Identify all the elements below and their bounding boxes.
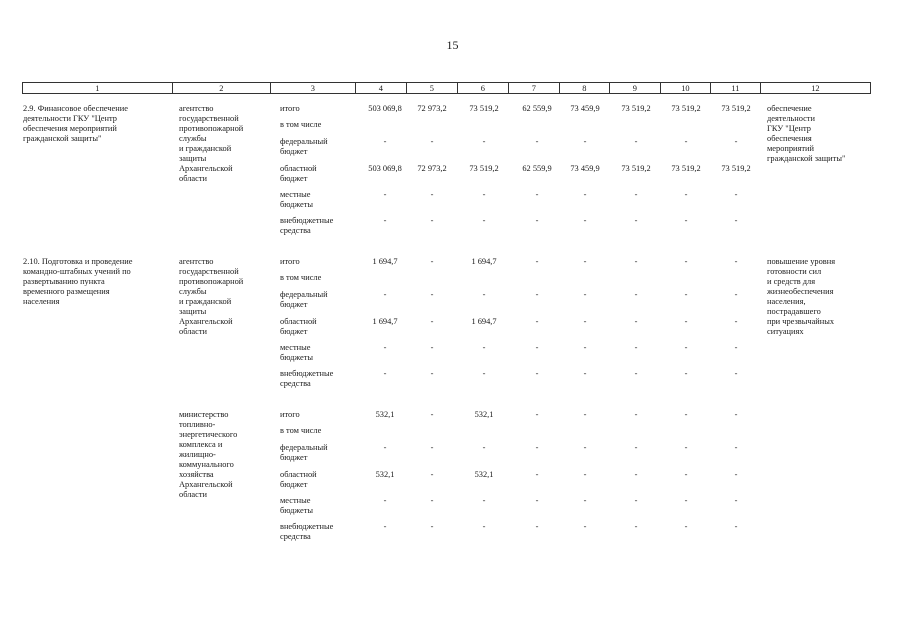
- funding-value: -: [583, 410, 587, 419]
- executor-name-line: Архангельской: [179, 164, 233, 173]
- measure-name: [23, 104, 128, 144]
- executor-name-line: области: [179, 327, 207, 336]
- table-header-row: [22, 82, 870, 94]
- funding-value: -: [430, 470, 434, 479]
- funding-value: -: [535, 137, 539, 146]
- funding-source-label-line: внебюджетные: [280, 216, 334, 225]
- funding-value: -: [583, 443, 587, 452]
- funding-value: -: [583, 137, 587, 146]
- expected-result-line: деятельности: [767, 114, 815, 123]
- funding-value: 532,1: [474, 470, 494, 479]
- measure-name-line: временного размещения: [23, 287, 110, 296]
- funding-value: -: [583, 369, 587, 378]
- funding-value: -: [482, 496, 486, 505]
- funding-value: -: [535, 522, 539, 531]
- funding-value: 532,1: [375, 410, 395, 419]
- executor-name-line: и гражданской: [179, 144, 232, 153]
- executor-name-line: защиты: [179, 307, 207, 316]
- funding-value: -: [634, 317, 638, 326]
- measure-name-line: населения: [23, 297, 60, 306]
- funding-value: 73 519,2: [621, 104, 651, 113]
- executor-name-line: государственной: [179, 267, 239, 276]
- funding-source-label-line: итого: [280, 104, 300, 113]
- funding-source-label: [280, 164, 317, 184]
- measure-name-line: деятельности ГКУ "Центр: [23, 114, 117, 123]
- funding-source-label: [280, 470, 317, 490]
- expected-result-line: и средств для: [767, 277, 816, 286]
- executor-name-line: энергетического: [179, 430, 238, 439]
- funding-source-label-line: бюджет: [280, 453, 308, 462]
- funding-value: 73 459,9: [570, 164, 600, 173]
- funding-value: -: [583, 470, 587, 479]
- funding-value: -: [634, 190, 638, 199]
- executor-name-line: области: [179, 490, 207, 499]
- funding-value: 73 519,2: [671, 104, 701, 113]
- executor-name-line: топливно-: [179, 420, 216, 429]
- funding-value: -: [383, 216, 387, 225]
- funding-value: -: [430, 290, 434, 299]
- header-cell-11: 11: [710, 82, 761, 94]
- executor-name-line: Архангельской: [179, 480, 233, 489]
- funding-value: -: [734, 216, 738, 225]
- funding-value: -: [535, 470, 539, 479]
- funding-source-label-line: бюджет: [280, 147, 308, 156]
- executor-name-line: и гражданской: [179, 297, 232, 306]
- funding-value: -: [734, 470, 738, 479]
- expected-result-line: пострадавшего: [767, 307, 821, 316]
- funding-value: 73 519,2: [469, 164, 499, 173]
- funding-value: -: [535, 343, 539, 352]
- funding-value: -: [734, 522, 738, 531]
- expected-result-line: повышение уровня: [767, 257, 836, 266]
- funding-value: -: [734, 496, 738, 505]
- funding-source-label: [280, 120, 321, 130]
- executor-name-line: Архангельской: [179, 317, 233, 326]
- executor-name-line: области: [179, 174, 207, 183]
- executor-name-line: противопожарной: [179, 277, 244, 286]
- funding-value: 72 973,2: [417, 164, 447, 173]
- funding-source-label: [280, 137, 328, 157]
- executor-name-line: хозяйства: [179, 470, 214, 479]
- funding-source-label-line: областной: [280, 164, 317, 173]
- expected-result: [767, 257, 835, 337]
- funding-value: -: [684, 216, 688, 225]
- funding-source-label-line: средства: [280, 226, 311, 235]
- header-cell-3: 3: [270, 82, 356, 94]
- funding-value: -: [383, 443, 387, 452]
- funding-value: -: [634, 410, 638, 419]
- funding-value: -: [583, 190, 587, 199]
- funding-value: -: [684, 317, 688, 326]
- funding-value: -: [535, 317, 539, 326]
- funding-value: -: [430, 369, 434, 378]
- funding-source-label: [280, 369, 333, 389]
- funding-value: -: [482, 190, 486, 199]
- funding-source-label-line: федеральный: [280, 137, 328, 146]
- funding-value: -: [734, 369, 738, 378]
- funding-source-label-line: итого: [280, 410, 300, 419]
- funding-value: -: [383, 496, 387, 505]
- measure-name-line: 2.10. Подготовка и проведение: [23, 257, 133, 266]
- funding-source-label: [280, 317, 317, 337]
- funding-value: -: [583, 343, 587, 352]
- funding-value: 503 069,8: [368, 104, 402, 113]
- funding-value: -: [684, 470, 688, 479]
- funding-value: 62 559,9: [522, 164, 552, 173]
- funding-value: -: [734, 137, 738, 146]
- funding-value: 73 459,9: [570, 104, 600, 113]
- funding-source-label: [280, 216, 333, 236]
- funding-value: -: [634, 522, 638, 531]
- expected-result-line: мероприятий: [767, 144, 815, 153]
- measure-name: [23, 257, 132, 307]
- funding-source-label: [280, 343, 313, 363]
- funding-source-label: [280, 290, 328, 310]
- funding-value: -: [734, 257, 738, 266]
- measure-name-line: командно-штабных учений по: [23, 267, 131, 276]
- funding-source-label-line: областной: [280, 470, 317, 479]
- executor-name-line: противопожарной: [179, 124, 244, 133]
- funding-value: -: [634, 257, 638, 266]
- executor-name-line: комплекса и: [179, 440, 223, 449]
- funding-source-label-line: средства: [280, 532, 311, 541]
- funding-value: -: [535, 190, 539, 199]
- funding-value: -: [535, 410, 539, 419]
- funding-value: 73 519,2: [469, 104, 499, 113]
- funding-value: -: [734, 317, 738, 326]
- funding-source-label-line: в том числе: [280, 426, 322, 435]
- funding-value: -: [535, 257, 539, 266]
- funding-value: 1 694,7: [372, 257, 398, 266]
- funding-value: -: [684, 190, 688, 199]
- funding-value: -: [684, 369, 688, 378]
- funding-source-label: [280, 104, 300, 114]
- funding-value: -: [634, 343, 638, 352]
- funding-source-label-line: бюджет: [280, 300, 308, 309]
- expected-result-line: населения,: [767, 297, 806, 306]
- funding-value: -: [430, 216, 434, 225]
- header-cell-6: 6: [457, 82, 509, 94]
- funding-source-label-line: в том числе: [280, 273, 322, 282]
- funding-value: -: [734, 443, 738, 452]
- funding-value: -: [583, 522, 587, 531]
- funding-source-label: [280, 426, 321, 436]
- funding-value: -: [430, 410, 434, 419]
- funding-source-label-line: местные: [280, 343, 311, 352]
- expected-result-line: при чрезвычайных: [767, 317, 835, 326]
- header-cell-10: 10: [660, 82, 711, 94]
- executor-name-line: государственной: [179, 114, 239, 123]
- funding-value: -: [430, 257, 434, 266]
- funding-source-label-line: внебюджетные: [280, 369, 334, 378]
- funding-value: -: [634, 496, 638, 505]
- funding-value: -: [535, 369, 539, 378]
- executor-name-line: службы: [179, 134, 207, 143]
- funding-value: -: [430, 522, 434, 531]
- funding-value: -: [383, 290, 387, 299]
- expected-result-line: гражданской защиты": [767, 154, 846, 163]
- funding-value: -: [430, 137, 434, 146]
- funding-value: -: [383, 522, 387, 531]
- funding-value: -: [734, 410, 738, 419]
- funding-source-label: [280, 496, 313, 516]
- funding-source-label: [280, 410, 300, 420]
- expected-result-line: обеспечения: [767, 134, 812, 143]
- expected-result-line: обеспечение: [767, 104, 812, 113]
- funding-value: -: [684, 410, 688, 419]
- funding-value: -: [383, 369, 387, 378]
- header-cell-2: 2: [172, 82, 271, 94]
- funding-value: -: [634, 290, 638, 299]
- funding-value: -: [734, 290, 738, 299]
- funding-source-label: [280, 190, 313, 210]
- funding-source-label-line: бюджет: [280, 174, 308, 183]
- funding-value: 503 069,8: [368, 164, 402, 173]
- funding-value: -: [535, 443, 539, 452]
- header-cell-9: 9: [609, 82, 661, 94]
- funding-source-label-line: внебюджетные: [280, 522, 334, 531]
- executor-name-line: защиты: [179, 154, 207, 163]
- measure-name-line: развертыванию пункта: [23, 277, 105, 286]
- header-cell-12: 12: [760, 82, 871, 94]
- funding-value: -: [430, 190, 434, 199]
- funding-value: -: [482, 216, 486, 225]
- funding-value: 532,1: [375, 470, 395, 479]
- header-cell-7: 7: [508, 82, 560, 94]
- expected-result-line: готовности сил: [767, 267, 822, 276]
- funding-value: -: [430, 496, 434, 505]
- funding-source-label: [280, 443, 328, 463]
- funding-source-label-line: федеральный: [280, 290, 328, 299]
- funding-value: -: [482, 290, 486, 299]
- executor-name-line: агентство: [179, 104, 214, 113]
- funding-value: -: [684, 290, 688, 299]
- funding-source-label-line: местные: [280, 496, 311, 505]
- funding-value: -: [482, 522, 486, 531]
- measure-name-line: 2.9. Финансовое обеспечение: [23, 104, 128, 113]
- expected-result: [767, 104, 845, 164]
- funding-value: 73 519,2: [721, 104, 751, 113]
- expected-result-line: ГКУ "Центр: [767, 124, 811, 133]
- funding-value: -: [383, 343, 387, 352]
- funding-source-label-line: итого: [280, 257, 300, 266]
- funding-value: 532,1: [474, 410, 494, 419]
- funding-source-label-line: бюджеты: [280, 506, 314, 515]
- funding-value: -: [383, 137, 387, 146]
- funding-source-label-line: областной: [280, 317, 317, 326]
- funding-value: -: [482, 137, 486, 146]
- executor-name-line: службы: [179, 287, 207, 296]
- funding-value: 1 694,7: [471, 317, 497, 326]
- funding-source-label-line: средства: [280, 379, 311, 388]
- executor-name-line: коммунального: [179, 460, 234, 469]
- funding-value: 72 973,2: [417, 104, 447, 113]
- funding-value: 73 519,2: [621, 164, 651, 173]
- funding-value: -: [583, 290, 587, 299]
- funding-value: -: [583, 257, 587, 266]
- funding-source-label-line: бюджет: [280, 327, 308, 336]
- expected-result-line: жизнеобеспечения: [767, 287, 834, 296]
- funding-value: -: [634, 470, 638, 479]
- executor-name: [179, 104, 243, 184]
- funding-value: 62 559,9: [522, 104, 552, 113]
- page-number: 15: [446, 38, 459, 52]
- executor-name: [179, 257, 243, 337]
- executor-name: [179, 410, 237, 500]
- funding-source-label-line: бюджеты: [280, 353, 314, 362]
- header-cell-5: 5: [406, 82, 458, 94]
- funding-value: -: [634, 443, 638, 452]
- funding-value: -: [634, 369, 638, 378]
- funding-source-label-line: бюджет: [280, 480, 308, 489]
- funding-value: -: [535, 496, 539, 505]
- funding-value: -: [583, 317, 587, 326]
- funding-value: -: [535, 290, 539, 299]
- funding-value: -: [684, 443, 688, 452]
- funding-value: -: [535, 216, 539, 225]
- expected-result-line: ситуациях: [767, 327, 804, 336]
- funding-value: -: [383, 190, 387, 199]
- funding-value: -: [684, 137, 688, 146]
- funding-value: -: [684, 257, 688, 266]
- funding-value: -: [634, 137, 638, 146]
- funding-value: -: [482, 443, 486, 452]
- header-cell-4: 4: [355, 82, 407, 94]
- header-cell-8: 8: [559, 82, 610, 94]
- funding-value: -: [430, 443, 434, 452]
- funding-source-label: [280, 522, 333, 542]
- funding-value: 1 694,7: [372, 317, 398, 326]
- measure-name-line: гражданской защиты": [23, 134, 102, 143]
- header-cell-1: 1: [22, 82, 173, 94]
- funding-source-label-line: бюджеты: [280, 200, 314, 209]
- funding-value: -: [583, 216, 587, 225]
- funding-source-label-line: местные: [280, 190, 311, 199]
- funding-value: 1 694,7: [471, 257, 497, 266]
- funding-source-label: [280, 273, 321, 283]
- funding-value: -: [430, 317, 434, 326]
- funding-value: -: [482, 369, 486, 378]
- funding-value: -: [430, 343, 434, 352]
- executor-name-line: министерство: [179, 410, 229, 419]
- funding-source-label-line: федеральный: [280, 443, 328, 452]
- funding-value: -: [684, 522, 688, 531]
- funding-value: -: [482, 343, 486, 352]
- measure-name-line: обеспечения мероприятий: [23, 124, 117, 133]
- funding-source-label: [280, 257, 300, 267]
- funding-value: -: [734, 190, 738, 199]
- executor-name-line: агентство: [179, 257, 214, 266]
- funding-value: -: [583, 496, 587, 505]
- funding-value: -: [634, 216, 638, 225]
- funding-source-label-line: в том числе: [280, 120, 322, 129]
- executor-name-line: жилищно-: [179, 450, 216, 459]
- funding-value: 73 519,2: [671, 164, 701, 173]
- funding-value: 73 519,2: [721, 164, 751, 173]
- funding-value: -: [684, 496, 688, 505]
- funding-value: -: [684, 343, 688, 352]
- funding-value: -: [734, 343, 738, 352]
